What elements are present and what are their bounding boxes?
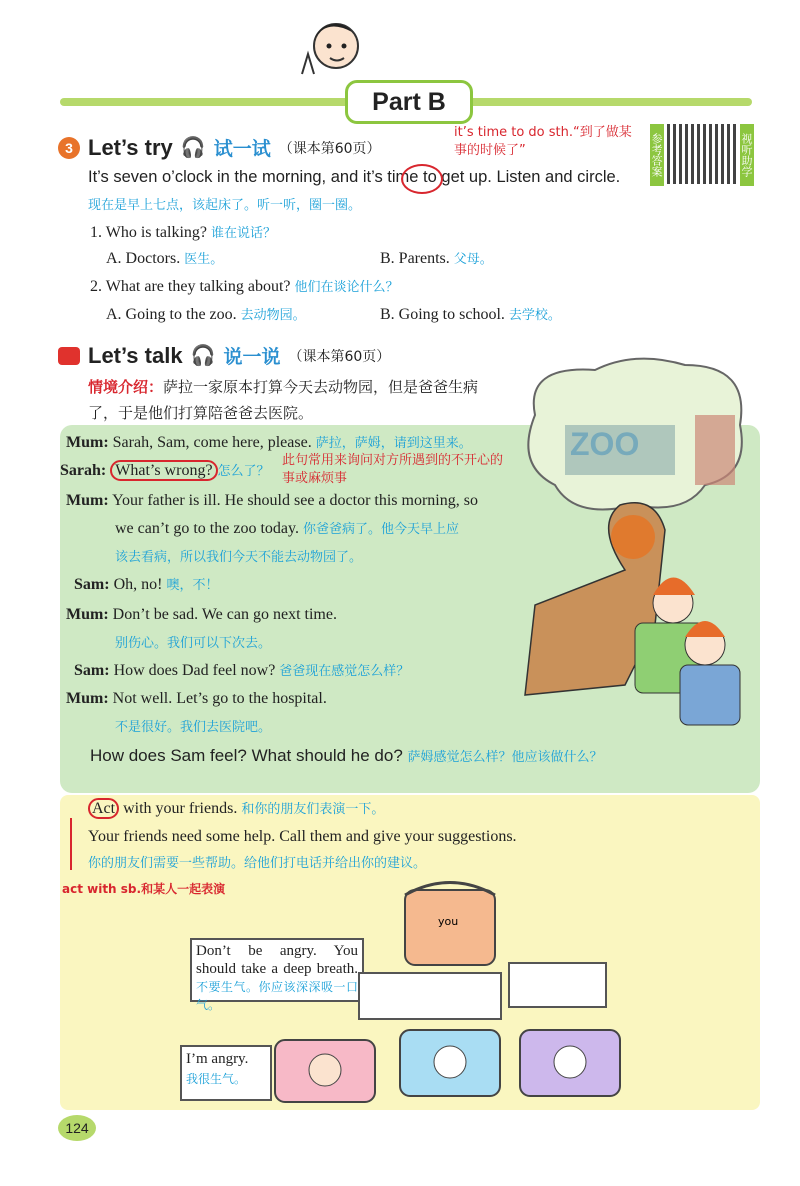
headphones-icon[interactable]: 🎧 [190, 345, 216, 367]
option-2b[interactable]: B. Going to school. 去学校。 [380, 306, 561, 323]
svg-text:you: you [438, 915, 459, 928]
try-instruction-cn: 现在是早上七点，该起床了。听一听，圈一圈。 [88, 198, 362, 213]
answer-box-1[interactable] [358, 972, 502, 1020]
dialogue-line-3c: 该去看病，所以我们今天不能去动物园了。 [115, 550, 363, 565]
dialogue-line-2: Sarah: What’s wrong? 怎么了？ [60, 462, 270, 479]
try-instruction: It’s seven o’clock in the morning, and it’s time to get up. Listen and circle. [88, 168, 621, 186]
section-cn-title: 试一试 [213, 138, 271, 160]
dialogue-line-7: Mum: Not well. Let’s go to the hospital. [66, 690, 327, 707]
lets-try-heading [58, 134, 381, 161]
dialogue-line-4: Sam: Oh, no! 噢，不！ [74, 576, 219, 593]
dialogue-line-3: Mum: Your father is ill. He should see a doctor this morning, so [66, 492, 478, 509]
phone-blue-icon [395, 1020, 505, 1100]
section-title: Let’s talk [88, 342, 183, 368]
qr-left-label: 参考答案 [650, 124, 664, 186]
suggestion-box: Don’t be angry. You should take a deep breath.不要生气。你应该深深吸一口气。 [190, 938, 364, 1002]
dialogue-line-5-cn: 别伤心。我们可以下次去。 [115, 636, 272, 651]
act-line-2-cn: 你的朋友们需要一些帮助。给他们打电话并给出你的建议。 [88, 856, 427, 871]
section-cn-title: 说一说 [223, 346, 281, 368]
dialogue-line-1: Mum: Sarah, Sam, come here, please. 萨拉，萨姆，请到这里来。 [66, 434, 472, 451]
angry-box: I’m angry. 我很生气。 [180, 1045, 272, 1101]
phone-purple-icon [515, 1020, 625, 1100]
act-instruction: Act with your friends. 和你的朋友们表演一下。 [88, 798, 384, 821]
qr-code-icon[interactable] [667, 124, 737, 184]
act-circle: Act [88, 798, 119, 819]
act-line-2: Your friends need some help. Call them and give your suggestions. [88, 828, 517, 845]
dialogue-line-5: Mum: Don’t be sad. We can go next time. [66, 606, 337, 623]
phone-you-icon [400, 870, 500, 970]
option-1a[interactable]: A. Doctors. 医生。 [106, 250, 224, 267]
headphones-icon[interactable]: 🎧 [180, 137, 206, 159]
whats-wrong-circle: What’s wrong? [110, 460, 217, 481]
context-intro: 情境介绍：萨拉一家原本打算今天去动物园，但是爸爸生病了，于是他们打算陪爸爸去医院。 [88, 378, 479, 422]
qr-right-label: 视听助学 [740, 124, 754, 186]
dialogue-line-7-cn: 不是很好。我们去医院吧。 [115, 720, 272, 735]
speech-bubble-icon [58, 347, 80, 365]
qr-panel[interactable] [650, 124, 758, 186]
section-title: Let’s try [88, 134, 173, 160]
phone-angry-icon [270, 1030, 380, 1105]
talk-question: How does Sam feel? What should he do? 萨姆感觉怎么样？他应该做什么？ [90, 746, 603, 765]
question-2: 2. What are they talking about? 他们在谈论什么？ [90, 278, 399, 295]
page-ref: （课本第60页） [278, 140, 381, 157]
act-note-arrow [70, 818, 72, 870]
lets-talk-heading [58, 342, 390, 369]
act-note: act with sb.和某人一起表演 [62, 882, 226, 896]
number-badge: 3 [58, 137, 80, 159]
family-illustration [515, 355, 755, 730]
part-title: Part B [345, 80, 473, 124]
whats-wrong-note: 此句常用来询问对方所遇到的不开心的事或麻烦事 [282, 453, 504, 486]
question-1: 1. Who is talking? 谁在说话？ [90, 224, 277, 241]
page-ref: （课本第60页） [288, 348, 391, 365]
page-number: 124 [58, 1115, 96, 1141]
grammar-note: it’s time to do sth.“到了做某事的时候了” [454, 125, 632, 158]
time-circle [401, 164, 443, 194]
zoo-sign: ZOO [570, 426, 640, 462]
dialogue-line-3b: we can’t go to the zoo today. 你爸爸病了。他今天早上应 [115, 520, 459, 537]
option-1b[interactable]: B. Parents. 父母。 [380, 250, 493, 267]
dialogue-line-6: Sam: How does Dad feel now? 爸爸现在感觉怎么样？ [74, 662, 410, 679]
answer-box-2[interactable] [508, 962, 607, 1008]
option-2a[interactable]: A. Going to the zoo. 去动物园。 [106, 306, 306, 323]
